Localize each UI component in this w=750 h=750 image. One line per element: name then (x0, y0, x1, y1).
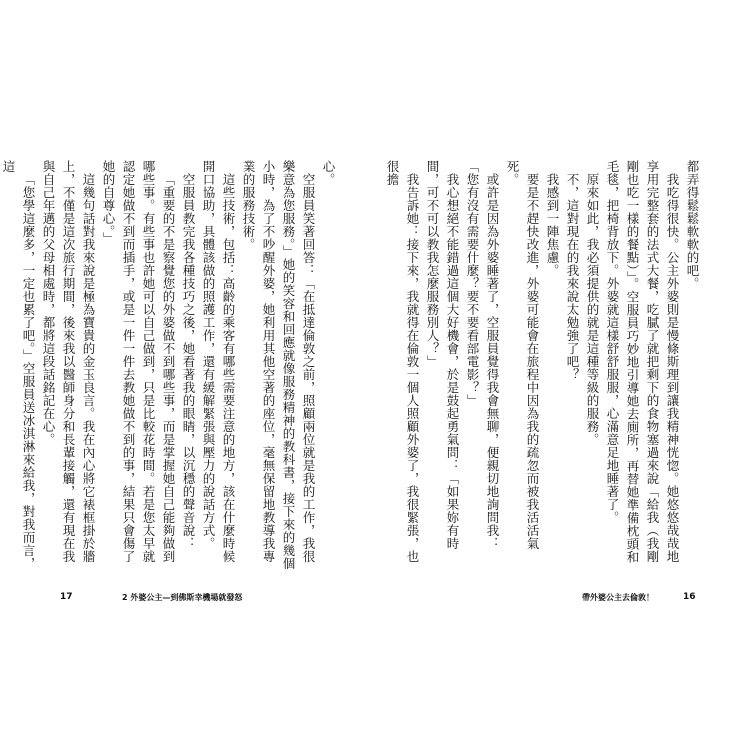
paragraph: 「您學這麼多，一定也累了吧。」空服員送冰淇淋來給我，對我而言，這 (1, 160, 36, 570)
right-page-number: 16 (683, 592, 696, 602)
paragraph: 空服員笑著回答：「在抵達倫敦之前，照顧兩位就是我的工作，我很樂意為您服務。」她的笑容和回應就像服務精神的教科書，接下來的幾個小時，為了不吵醒外婆，她利用其他空著的座位，毫無保留地教導我專業的服務技術。 (241, 160, 316, 570)
paragraph: 這些技術，包括：高齡的乘客有哪些需要注意的地方，該在什麼時候開口協助，具體該做的照護工作，還有緩解緊張與壓力的說話方式。 (201, 160, 236, 563)
paragraph: 我感到一陣焦慮。 (545, 172, 560, 277)
paragraph: 「重要的不是察覺您的外婆做不到哪些事，而是掌握她自己能夠做到哪些事。有些事也許她可以自己做到，只是比較花時間。若是您太早就認定她做不到而插手，或是一件一件去教她做不到的事，結果只會傷了她的自尊心。」 (101, 160, 176, 563)
paragraph: 這幾句話對我來說是極為寶貴的金玉良言。我在內心將它裱框掛於牆上，不僅是這次旅行期間，後來我以醫師身分和長輩接觸，還有現在我與自己年邁的父母相處時，都將這段話銘記在心。 (41, 160, 96, 563)
paragraph: 我告訴她：接下來，我就得在倫敦一個人照顧外婆了，我很緊張，也很擔 (385, 160, 420, 563)
left-running-head: 2 外婆公主—到佛斯幸機場就發怒 (122, 593, 243, 602)
paragraph: 空服員教完我各種技巧之後，她看著我的眼睛，以沉穩的聲音說： (181, 172, 196, 550)
paragraph: 或許是因為外婆睡著了，空服員覺得我會無聊，便親切地詢問我：「您有沒有需要什麼？要不要看部電影？」 (465, 160, 500, 550)
paragraph: 心。 (321, 160, 336, 186)
paragraph: 都弄得鬆鬆軟軟的吧。 (685, 160, 700, 290)
paragraph: 我心想絕不能錯過這個大好機會，於是鼓起勇氣問：「如果妳有時間，可不可以教我怎麼服務別人？」 (425, 160, 460, 550)
paragraph: 我吃得很快。公主外婆則是慢條斯理到讓我精神恍惚。她悠悠哉哉地享用完整套的法式大餐，吃膩了就把剩下的食物塞過來說「給我（我剛剛也吃一樣的餐點）」。空服員巧妙地引導她去廁所，再替她準備枕頭和毛毯，把椅背放下。外婆就這樣舒舒服服，心滿意足地睡著了。 (605, 160, 680, 564)
left-page-body (1, 160, 338, 570)
right-page-body (385, 160, 702, 570)
left-page-number: 17 (60, 592, 73, 602)
paragraph: 原來如此，我必須提供的就是這種等級的服務。 (585, 172, 600, 446)
right-running-head: 帶外婆公主去倫敦！ (582, 593, 654, 602)
paragraph: 要是不趕快改進，外婆可能會在旅程中因為我的疏忽而被我活活氣死。 (505, 160, 540, 550)
right-page (375, 0, 750, 750)
paragraph: 不，這對現在的我來說太勉強了吧？ (565, 172, 580, 381)
